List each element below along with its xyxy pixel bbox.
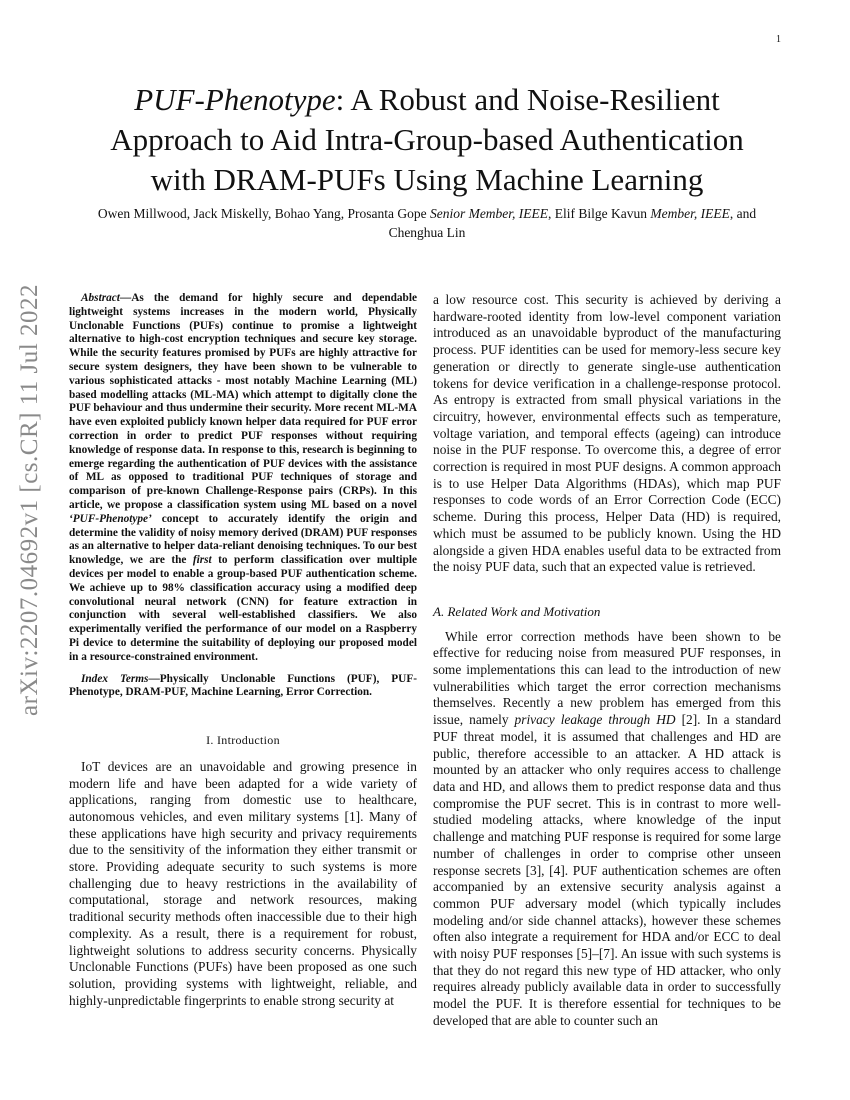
arxiv-watermark bbox=[6, 284, 54, 716]
index-terms: Index Terms—Physically Unclonable Functions (PUF), PUF-Phenotype, DRAM-PUF, Machine Learning, Error Correction. bbox=[69, 672, 417, 699]
abstract-emphasis-phenotype: ‘PUF-Phenotype’ bbox=[69, 512, 152, 525]
title-line1-rest: : A Robust and Noise-Resilient bbox=[335, 82, 720, 117]
authors-names-2: , Elif Bilge Kavun bbox=[548, 206, 651, 221]
paper-title bbox=[70, 80, 784, 200]
title-italic: PUF-Phenotype bbox=[134, 82, 336, 117]
page-number: 1 bbox=[776, 34, 781, 45]
authors-affil-2: Member, IEEE bbox=[650, 206, 730, 221]
intro-paragraph: IoT devices are an unavoidable and growing presence in modern life and have been adapted for a wide variety of applications, ranging from domestic use to healthcare, autonomous vehicles, and even military systems [1]. Many of these applications have high security and privacy requirements due to the sensitivity of the information they either transmit or store. Providing adequate security to such systems is more challenging due to heavy restrictions in the availability of computational, storage and network resources, making traditional security methods often inaccessible due to their high complexity. As a result, there is a requirement for robust, lightweight solutions to address security concerns. Physically Unclonable Functions (PUFs) have been proposed as one such solution, providing systems with lightweight, reliable, and highly-unpredictable fingerprints to enable strong security at bbox=[69, 758, 417, 1008]
left-column bbox=[69, 292, 417, 1009]
abstract-emphasis-first: first bbox=[192, 554, 212, 567]
arxiv-id: arXiv:2207.04692v1 [cs.CR] 11 Jul 2022 bbox=[16, 284, 44, 716]
subsection-heading-related-work: A. Related Work and Motivation bbox=[433, 603, 601, 619]
title-line3: with DRAM-PUFs Using Machine Learning bbox=[150, 162, 704, 197]
authors-affil-1: Senior Member, IEEE bbox=[429, 206, 549, 221]
index-terms-label: Index Terms bbox=[81, 672, 149, 685]
title-line2: Approach to Aid Intra-Group-based Authentication bbox=[110, 122, 744, 157]
abstract: Abstract—As the demand for highly secure and dependable lightweight systems increases in the modern world, Physically Unclonable Functions (PUFs) continue to promise a lightweight alternative to high-cost encryption techniques and secure key storage. While the security features promised by PUFs are highly attractive for secure system designers, they have been shown to be vulnerable to various sophisticated attacks - most notably Machine Learning (ML) based modelling attacks (ML-MA) which attempt to digitally clone the PUF behaviour and thus undermine their security. More recent ML-MA have even exploited publicly known helper data required for PUF error correction in order to predict PUF responses without requiring knowledge of response data. In response to this, research is beginning to emerge regarding the authentication of PUF devices with the assistance of ML as opposed to traditional PUF techniques of storage and comparison of pre-known Challenge-Response pairs (CRPs). In this article, we propose a classification system using ML based on a novel ‘PUF-Phenotype’ concept to accurately identify the origin and determine the validity of noisy memory derived (DRAM) PUF responses as an alternative to helper data-reliant denoising techniques. To our best knowledge, we are the first to perform classification over multiple devices per model to enable a group-based PUF authentication scheme. We achieve up to 98% classification accuracy using a modified deep convolutional neural network (CNN) for feature extraction in conjunction with several well-established classifiers. We also experimentally verified the performance of our model on a Raspberry Pi device to determine the suitability of deploying our proposed model in a resource-constrained environment. bbox=[69, 292, 417, 663]
authors-names-3: , and Chenghua Lin bbox=[388, 206, 757, 240]
right-column bbox=[433, 292, 781, 1030]
section-heading-introduction: I. Introduction bbox=[206, 733, 280, 748]
authors-names-1: Owen Millwood, Jack Miskelly, Bohao Yang, Prosanta Gope bbox=[97, 206, 430, 221]
abstract-label: Abstract bbox=[81, 292, 120, 304]
intro-continuation: a low resource cost. This security is achieved by deriving a hardware-rooted identity from low-level component variation introduced as an unavoidable byproduct of the manufacturing process. PUF identities can be used for memory-less secure key generation or directly to generate single-use authentication tokens for device verification in a challenge-response protocol. As entropy is extracted from small physical variations in the circuitry, however, environmental effects such as temperature, voltage variation, and temporal effects (ageing) can introduce noise in the PUF response. To overcome this, a degree of error correction is required in most PUF designs. A common approach is to use Helper Data Algorithms (HDAs), which map PUF responses to code words of an Error Correction Code (ECC) scheme. During this process, Helper Data (HD) is required, which must be assumed to be publicly known. Using the HD alongside a given HDA enables useful data to be extracted from the noisy PUF data, such that an expected value is retrieved. bbox=[433, 292, 781, 575]
related-work-paragraph: While error correction methods have been shown to be effective for reducing noise from measured PUF responses, in some implementations this can lead to the introduction of new vulnerabilities which target the error correction mechanisms themselves. Recently a new problem has emerged from this issue, namely privacy leakage through HD [2]. In a standard PUF threat model, it is assumed that challenges and HD are public, therefore accessible to an attacker. A HD attack is mounted by an attacker who only requires access to challenge data and HD, and allows them to predict response data and thus compromise the PUF secret. This is in contrast to more well-studied modeling attacks, where knowledge of the input challenge and matching PUF response is required for some large number of challenges in order to comprise other unseen response secrets [3], [4]. PUF authentication schemes are often accompanied by an extensive security analysis against a common PUF adversary model (which typically includes modeling and/or side channel attacks), however these schemes often also integrate a requirement for HDA and/or ECC to deal with noisy PUF responses [5]–[7]. An issue with such systems is that they do not regard this new type of HD attacker, who only requires already publicly available data in order to successfully model the PUF. It is therefore essential for techniques to be developed that are able to counter such an bbox=[433, 628, 781, 1028]
author-list bbox=[70, 204, 784, 242]
privacy-leakage-emphasis: privacy leakage through HD bbox=[514, 712, 676, 728]
